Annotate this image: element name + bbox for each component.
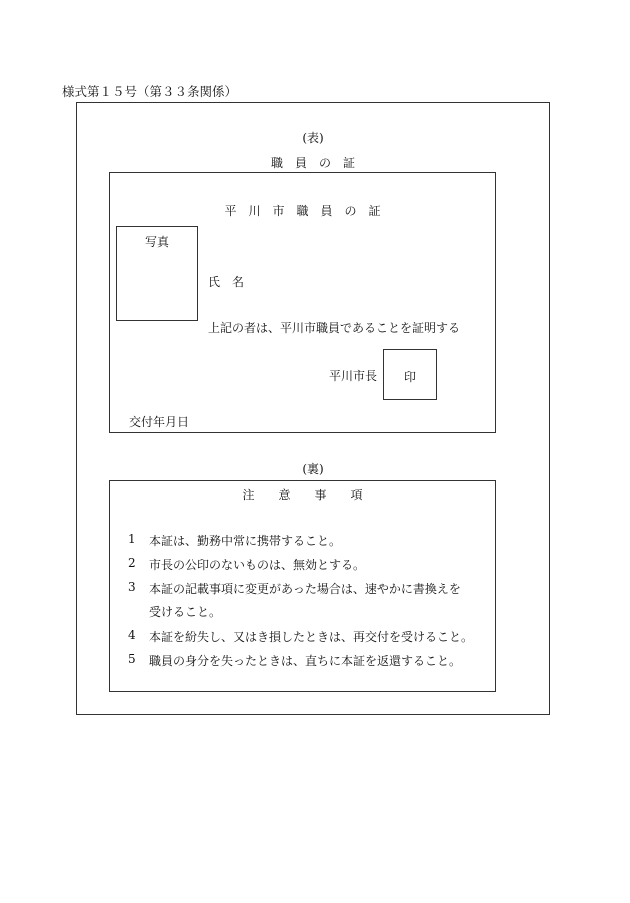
- back-card: [109, 480, 496, 692]
- seal-box: [383, 349, 437, 400]
- front-side-label: (表): [302, 131, 324, 145]
- notes-heading: 注 意 事 項: [242, 488, 363, 502]
- note-text: 本証を紛失し、又はき損したときは、再交付を受けること。: [149, 630, 474, 644]
- note-number: 5: [128, 652, 136, 666]
- front-title: 職 員 の 証: [270, 156, 355, 170]
- note-text: 職員の身分を失ったときは、直ちに本証を返還すること。: [149, 654, 462, 668]
- photo-label: 写真: [144, 235, 169, 249]
- back-side-label: (裏): [302, 462, 324, 476]
- photo-box: [116, 226, 198, 321]
- seal-label: 印: [403, 370, 416, 384]
- note-text: 本証は、勤務中常に携帯すること。: [149, 534, 342, 548]
- note-number: 3: [128, 580, 136, 594]
- certify-text: 上記の者は、平川市職員であることを証明する: [208, 321, 461, 335]
- form-header: 様式第１５号（第３３条関係）: [62, 84, 238, 99]
- note-text: 本証の記載事項に変更があった場合は、速やかに書換えを: [149, 582, 461, 596]
- front-card-heading: 平 川 市 職 員 の 証: [224, 204, 381, 218]
- name-label: 氏 名: [208, 275, 245, 289]
- front-card: [109, 172, 496, 433]
- note-number: 4: [128, 628, 136, 642]
- note-text: 市長の公印のないものは、無効とする。: [149, 558, 366, 572]
- issuer-label: 平川市長: [329, 369, 378, 383]
- issue-date-label: 交付年月日: [129, 415, 190, 429]
- note-text-continuation: 受けること。: [149, 605, 222, 619]
- note-number: 1: [128, 532, 136, 546]
- note-number: 2: [128, 556, 136, 570]
